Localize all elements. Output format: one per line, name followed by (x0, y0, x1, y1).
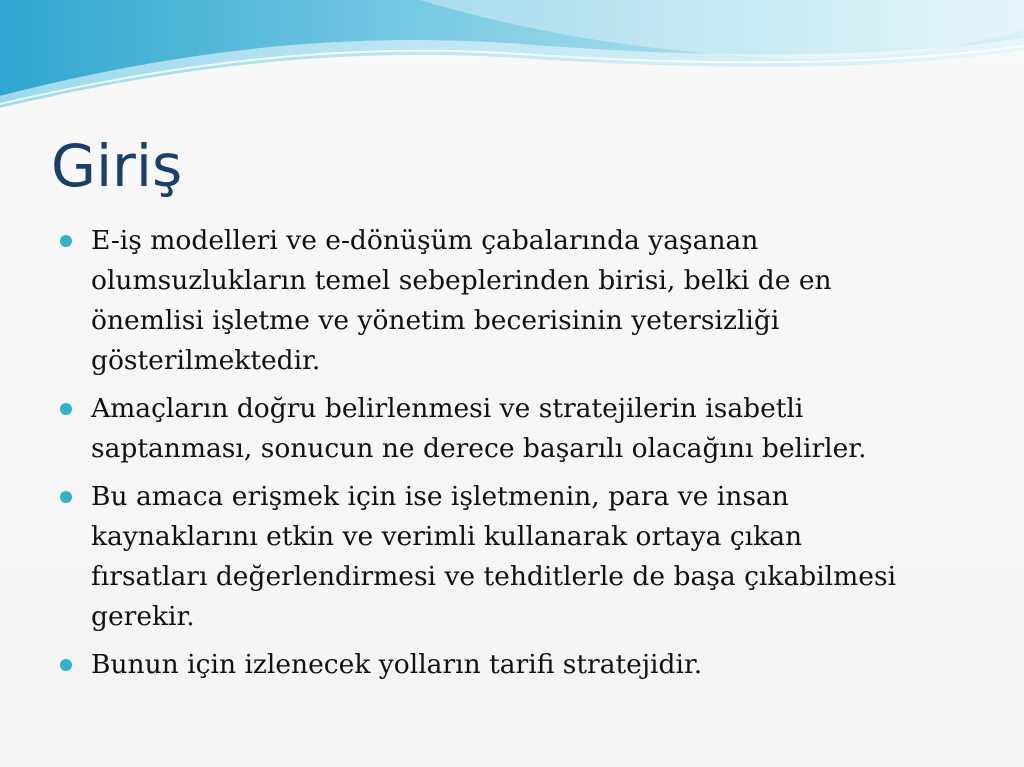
bullet-line: önemlisi işletme ve yönetim becerisinin yetersizliği (91, 305, 780, 336)
bullet-line: Bunun için izlenecek yolların tarifi stratejidir. (91, 649, 703, 680)
bullet-line: olumsuzlukların temel sebeplerinden birisi, belki de en (91, 265, 832, 296)
bullet-line: gerekir. (91, 601, 195, 632)
bullet-line: saptanması, sonucun ne derece başarılı olacağını belirler. (91, 433, 867, 464)
bullet-line: Bu amaca erişmek için ise işletmenin, para ve insan (91, 481, 789, 512)
bullet-dot-icon (60, 659, 72, 671)
bullet-list (58, 221, 978, 693)
bullet-item (58, 645, 978, 685)
bullet-line: E-iş modelleri ve e-dönüşüm çabalarında yaşanan (91, 225, 759, 256)
bullet-line: fırsatları değerlendirmesi ve tehditlerle de başa çıkabilmesi (91, 561, 897, 592)
bullet-item (58, 477, 978, 637)
bullet-dot-icon (60, 491, 72, 503)
slide-title: Giriş (51, 132, 183, 200)
bullet-line: gösterilmektedir. (91, 345, 321, 376)
bullet-item (58, 389, 978, 469)
bullet-dot-icon (60, 403, 72, 415)
bullet-line: kaynaklarını etkin ve verimli kullanarak ortaya çıkan (91, 521, 803, 552)
bullet-dot-icon (60, 235, 72, 247)
decorative-wave-header (0, 0, 1024, 120)
bullet-item (58, 221, 978, 381)
bullet-line: Amaçların doğru belirlenmesi ve stratejilerin isabetli (91, 393, 804, 424)
